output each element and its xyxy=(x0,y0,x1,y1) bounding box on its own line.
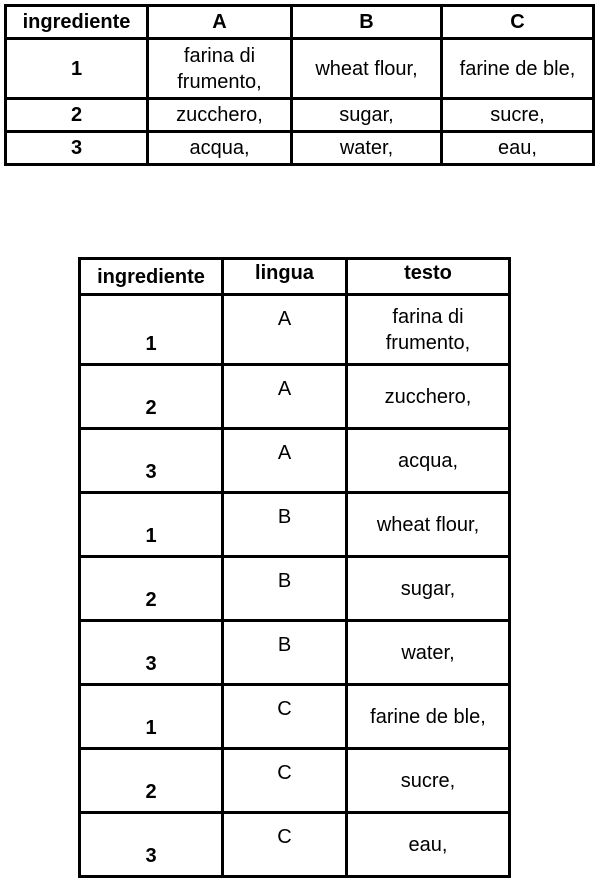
ingredient-number: 2 xyxy=(80,365,223,429)
table-row xyxy=(80,685,510,749)
text-cell: sugar, xyxy=(347,557,510,621)
language-cell: C xyxy=(223,685,347,749)
cell-c: farine de ble, xyxy=(442,39,594,99)
ingredient-number: 3 xyxy=(6,132,148,165)
ingredient-number: 2 xyxy=(80,557,223,621)
ingredient-number: 3 xyxy=(80,429,223,493)
ingredient-number: 3 xyxy=(80,813,223,877)
cell-a: farina di frumento, xyxy=(148,39,292,99)
text-cell: wheat flour, xyxy=(347,493,510,557)
header-ingrediente: ingrediente xyxy=(80,259,223,295)
language-cell: B xyxy=(223,557,347,621)
text-cell: zucchero, xyxy=(347,365,510,429)
header-ingrediente: ingrediente xyxy=(6,6,148,39)
header-lingua: lingua xyxy=(223,259,347,295)
cell-c: sucre, xyxy=(442,99,594,132)
ingredient-number: 1 xyxy=(80,295,223,365)
header-b: B xyxy=(292,6,442,39)
wide-format-table xyxy=(4,4,595,166)
table-row xyxy=(80,429,510,493)
language-cell: A xyxy=(223,295,347,365)
header-c: C xyxy=(442,6,594,39)
language-cell: A xyxy=(223,429,347,493)
ingredient-number: 2 xyxy=(80,749,223,813)
cell-b: water, xyxy=(292,132,442,165)
cell-a: zucchero, xyxy=(148,99,292,132)
language-cell: B xyxy=(223,621,347,685)
text-cell: water, xyxy=(347,621,510,685)
table-row xyxy=(6,39,594,99)
cell-c: eau, xyxy=(442,132,594,165)
ingredient-number: 1 xyxy=(80,493,223,557)
table-row xyxy=(80,295,510,365)
table-header-row xyxy=(80,259,510,295)
table-row xyxy=(80,621,510,685)
cell-a: acqua, xyxy=(148,132,292,165)
language-cell: C xyxy=(223,749,347,813)
header-a: A xyxy=(148,6,292,39)
table-header-row xyxy=(6,6,594,39)
table-row xyxy=(80,365,510,429)
ingredient-number: 2 xyxy=(6,99,148,132)
language-cell: A xyxy=(223,365,347,429)
text-cell: eau, xyxy=(347,813,510,877)
ingredient-number: 1 xyxy=(80,685,223,749)
table-row xyxy=(80,493,510,557)
text-cell: sucre, xyxy=(347,749,510,813)
cell-b: sugar, xyxy=(292,99,442,132)
table-row xyxy=(80,557,510,621)
table-row xyxy=(6,99,594,132)
table-row xyxy=(6,132,594,165)
language-cell: C xyxy=(223,813,347,877)
ingredient-number: 3 xyxy=(80,621,223,685)
text-cell: acqua, xyxy=(347,429,510,493)
table-row xyxy=(80,749,510,813)
ingredient-number: 1 xyxy=(6,39,148,99)
table-row xyxy=(80,813,510,877)
long-format-table xyxy=(78,257,511,878)
text-cell: farina di frumento, xyxy=(347,295,510,365)
cell-b: wheat flour, xyxy=(292,39,442,99)
text-cell: farine de ble, xyxy=(347,685,510,749)
language-cell: B xyxy=(223,493,347,557)
header-testo: testo xyxy=(347,259,510,295)
